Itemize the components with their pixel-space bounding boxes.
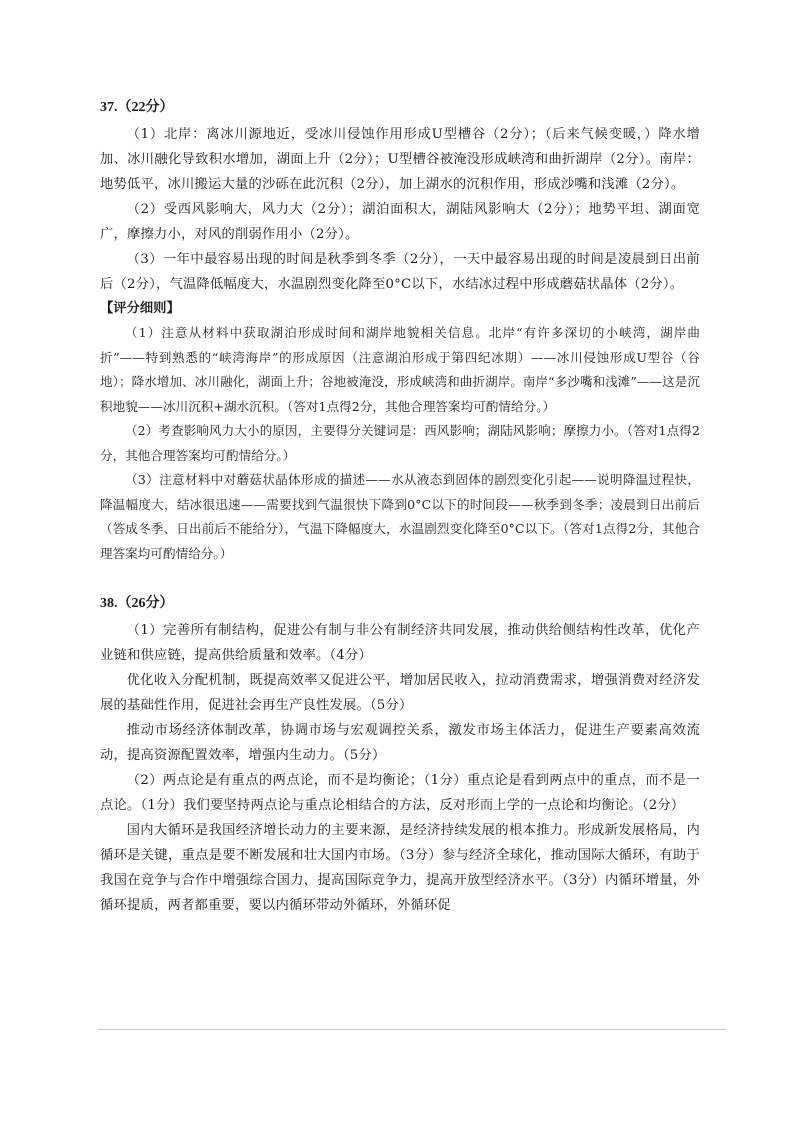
- q37-rubric-part1: （1）注意从材料中获取湖泊形成时间和湖岸地貌相关信息。北岸“有许多深切的小峡湾，湖岸曲折”——特到熟悉的“峡湾海岸”的形成原因（注意湖泊形成于第四纪冰期）——冰川侵蚀形成U型谷（谷地）；降水增加、冰川融化，湖面上升；谷地被淹没，形成峡湾和曲折湖岸。南岸“多沙嘴和浅滩”——这是沉积地貌——冰川沉积+湖水沉积。（答对1点得2分，其他合理答案均可酌情给分。）: [100, 325, 700, 414]
- q38-answer-part4: （2）两点论是有重点的两点论，而不是均衡论；（1分）重点论是看到两点中的重点，而不是一点论。（1分）我们要坚持两点论与重点论相结合的方法，反对形而上学的一点论和均衡论。（2分）: [100, 773, 700, 813]
- section-spacer: [100, 566, 700, 594]
- q38-answer-part3: 推动市场经济体制改革，协调市场与宏观调控关系，激发市场主体活力，促进生产要素高效流动，提高资源配置效率，增强内生动力。（5分）: [100, 723, 700, 763]
- q38-answer-part5: 国内大循环是我国经济增长动力的主要来源，是经济持续发展的根本推力。形成新发展格局，内循环是关键，重点是要不断发展和壮大国内市场。（3分）参与经济全球化，推动国际大循环，有助于我国在竞争与合作中增强综合国力，提高国际竞争力，提高开放型经济水平。（3分）内循环增量，外循环提质，两者都重要，要以内循环带动外循环，外循环促: [100, 823, 700, 913]
- q37-answer-part2: （2）受西风影响大，风力大（2分）；湖泊面积大，湖陆风影响大（2分）；地势平坦、湖面宽广，摩擦力小，对风的削弱作用小（2分）。: [100, 202, 700, 242]
- question-37-section: [100, 98, 700, 566]
- page-bottom-divider: [98, 1029, 726, 1030]
- q37-rubric-part3: （3）注意材料中对蘑菇状晶体形成的描述——水从液态到固体的剧烈变化引起——说明降温过程快，降温幅度大，结冰很迅速——需要找到气温很快下降到0°C以下的时间段——秋季到冬季；凌晨到日出前后（答成冬季、日出前后不能给分），气温下降幅度大，水温剧烈变化降至0°C以下。（答对1点得2分，其他合理答案均可酌情给分。）: [100, 472, 700, 561]
- q37-answer-part3: （3）一年中最容易出现的时间是秋季到冬季（2分），一天中最容易出现的时间是凌晨到日出前后（2分），气温降低幅度大，水温剧烈变化降至0°C以下，水结冰过程中形成蘑菇状晶体（2分）。: [100, 252, 700, 292]
- q37-rubric-part2: （2）考查影响风力大小的原因，主要得分关键词是：西风影响；湖陆风影响；摩擦力小。（答对1点得2分，其他合理答案均可酌情给分。）: [100, 423, 700, 463]
- question-38-section: [100, 594, 700, 918]
- q38-answer-part2: 优化收入分配机制，既提高效率又促进公平，增加居民收入，拉动消费需求，增强消费对经济发展的基础性作用，促进社会再生产良性发展。（5分）: [100, 673, 700, 713]
- q37-rubric-title: 【评分细则】: [100, 301, 180, 316]
- question-37-title: 37.（22分）: [100, 100, 174, 115]
- q38-answer-part1: （1）完善所有制结构，促进公有制与非公有制经济共同发展，推动供给侧结构性改革，优化产业链和供应链，提高供给质量和效率。（4分）: [100, 623, 700, 663]
- q37-answer-part1: （1）北岸：离冰川源地近，受冰川侵蚀作用形成U型槽谷（2分）；（后来气候变暖，）降水增加、冰川融化导致积水增加，湖面上升（2分）；U型槽谷被淹没形成峡湾和曲折湖岸（2分）。南岸：地势低平，冰川搬运大量的沙砾在此沉积（2分），加上湖水的沉积作用，形成沙嘴和浅滩（2分）。: [100, 127, 700, 192]
- question-38-title: 38.（26分）: [100, 596, 174, 611]
- answer-content: [100, 98, 700, 918]
